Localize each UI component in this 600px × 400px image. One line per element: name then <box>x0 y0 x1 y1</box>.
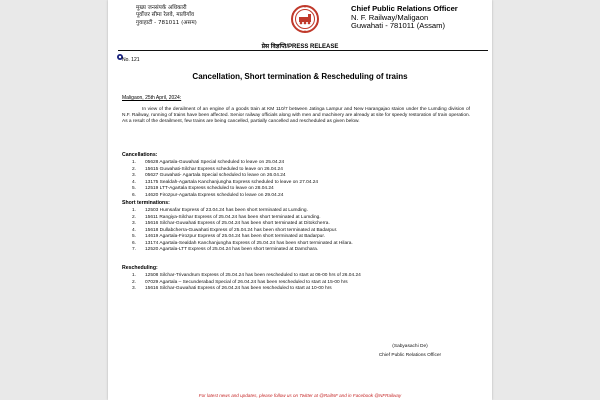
list-item: 6. 14620 Firozpur-Agartala Express scheduled to leave on 29.04.24 <box>132 192 284 198</box>
signatory-name: (Sabyasachi De) <box>392 344 428 349</box>
list-item: 1. 12508 Silchar-Trivandrum Express of 25.04.24 has been rescheduled to start at 06-00 hrs of 26.04.24 <box>132 273 361 278</box>
list-item: 5. 12519 LTT-Agartala Express scheduled to leave on 28.04.24 <box>132 186 274 191</box>
page-title: Cancellation, Short termination & Rescheduling of trains <box>192 72 408 81</box>
release-date: Maligaon, 25th April, 2024: <box>122 95 182 101</box>
header-english-block <box>351 5 491 31</box>
list-item: 6. 13174 Agartala-Sealdah Kanchanjungha Express of 25.04.24 has been short terminated at Hilara. <box>132 240 353 246</box>
cancellations-list <box>122 160 478 199</box>
header-en-line2: N. F. Railway/Maligaon <box>351 12 429 22</box>
short-terminations-heading: Short terminations: <box>122 200 170 206</box>
list-item: 3. 15616 Silchar-Guwahati Express of 26.04.24 has been rescheduled to start at 10-00 hrs <box>132 286 332 291</box>
cancellations-heading: Cancellations: <box>122 152 158 158</box>
header-divider <box>118 50 488 51</box>
list-item: 4. 13175 Sealdah-Agartala Kanchanjungha Express scheduled to leave on 27.04.24 <box>132 179 319 185</box>
intro-paragraph <box>122 107 470 126</box>
list-item: 1. 12503 Humsafar Express of 23.04.24 has been short terminated at Lumding. <box>132 208 308 213</box>
list-item: 4. 15618 Dullabcherra-Guwahati Express of 25.04.24 has been short terminated at Badarpur. <box>132 227 338 233</box>
list-item: 2. 15615 Guwahati-Silchar Express scheduled to leave on 26.04.24 <box>132 166 283 172</box>
list-item: 3. 15616 Silchar-Guwahati Express of 25.04.24 has been short terminated at Ditokcherra. <box>132 221 330 226</box>
rescheduling-heading: Rescheduling: <box>122 265 158 271</box>
press-release-label: प्रेस विज्ञप्ति/PRESS RELEASE <box>261 44 339 50</box>
list-item: 2. 07029 Agartala – Secunderabad Special of 26.04.24 has been rescheduled to start at 15-00 hrs <box>132 279 348 285</box>
signatory-designation: Chief Public Relations Officer <box>378 353 442 358</box>
list-item: 3. 05627 Guwahati- Agartala Special scheduled to leave on 26.04.24 <box>132 173 286 178</box>
header-hindi-block <box>136 5 261 27</box>
short-terminations-list <box>122 208 478 254</box>
footer-social-note: For latest news and updates, please follow us on Twitter at @RailNF and in Facebook @NFRailway <box>198 393 402 398</box>
press-release-page <box>108 0 492 400</box>
list-item: 1. 05628 Agartala-Guwahati Special scheduled to leave on 25.04.24 <box>132 160 285 165</box>
header-en-line3: Guwahati - 781011 (Assam) <box>351 21 445 31</box>
document-number: No. 121 <box>122 57 140 63</box>
signature-block <box>355 342 465 360</box>
header-hindi-line3: गुवाहाटी - 781011 (असम) <box>136 19 197 26</box>
rescheduling-list <box>122 273 478 293</box>
header-hindi-line1: मुख्य जनसंपर्क अधिकारी <box>136 5 187 11</box>
list-item: 7. 12520 Agartala-LTT Express of 25.04.24 has been short terminated at Damchara. <box>132 247 319 252</box>
list-item: 5. 14619 Agartala-Firozpur Express of 25.04.24 has been short terminated at Badarpur. <box>132 234 325 239</box>
list-item: 2. 15611 Rangiya-Silchar Express of 25.04.24 has been short terminated at Lumding. <box>132 214 321 220</box>
intro-text: In view of the derailment of an engine of a goods train at KM 110/7 between Jatinga Lampur and New Harangajao staion under the Lumding division of N.F. Railway, running of trains have been affected. Senior railway officials along with men and machinery are already at site for speedy restoration of train operation. As a result of the derailment, few trains are being cancelled, partially cancelled and rescheduled as given below. <box>122 107 470 125</box>
indian-railways-emblem-icon <box>289 4 321 34</box>
header-en-line1: Chief Public Relations Officer <box>351 4 458 13</box>
header-hindi-line2: पूर्वोत्तर सीमा रेलवे, मालीगाँव <box>136 12 194 19</box>
